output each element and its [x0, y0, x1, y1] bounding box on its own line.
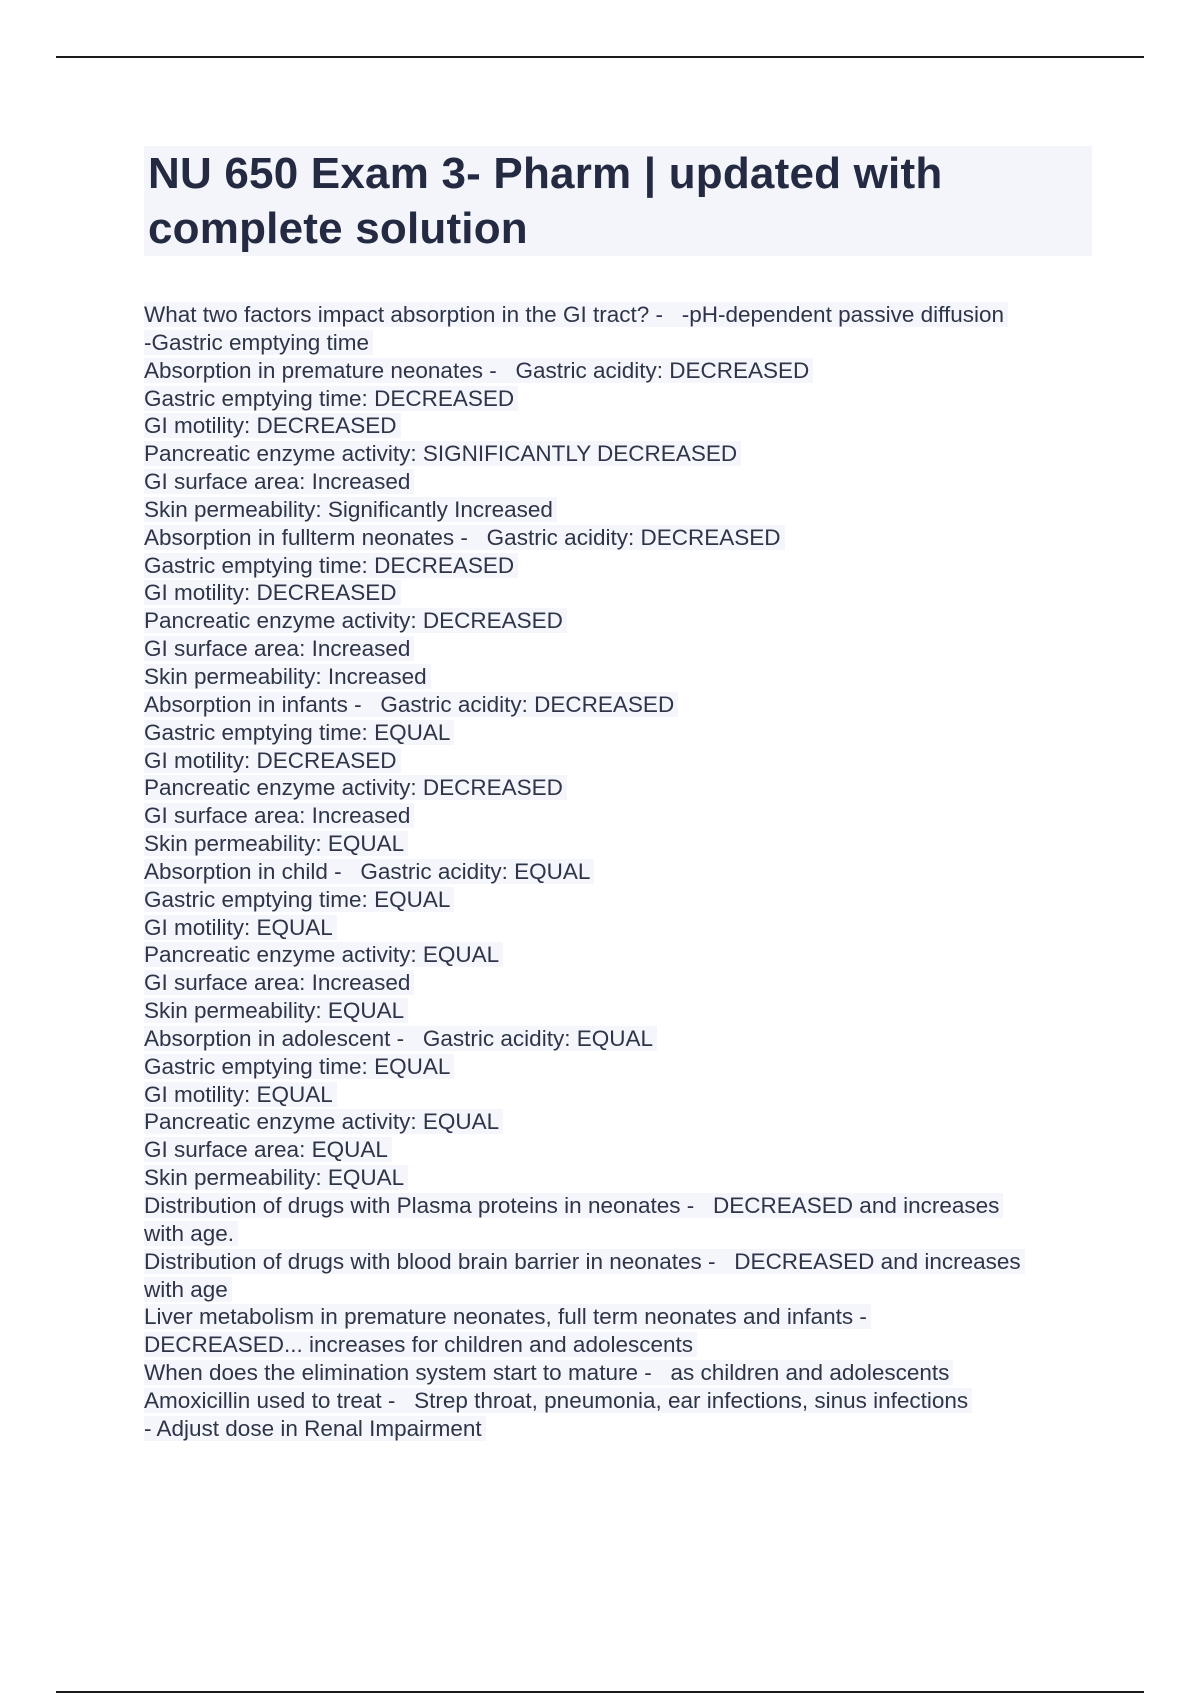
text-line	[144, 1415, 1094, 1443]
text-line-content: GI surface area: Increased	[144, 803, 414, 828]
text-line-content: DECREASED... increases for children and adolescents	[144, 1332, 697, 1357]
text-line	[144, 997, 1094, 1025]
text-line-content: When does the elimination system start to mature - as children and adolescents	[144, 1360, 953, 1385]
text-line-content: Pancreatic enzyme activity: SIGNIFICANTLY DECREASED	[144, 441, 741, 466]
text-line-content: Liver metabolism in premature neonates, full term neonates and infants -	[144, 1304, 871, 1329]
text-line	[144, 357, 1094, 385]
text-line	[144, 1220, 1094, 1248]
text-line	[144, 496, 1094, 524]
text-line	[144, 579, 1094, 607]
text-line	[144, 552, 1094, 580]
text-line-content: GI surface area: EQUAL	[144, 1137, 392, 1162]
text-line-content: -Gastric emptying time	[144, 330, 373, 355]
text-line-content: GI motility: EQUAL	[144, 1082, 337, 1107]
text-line-content: Gastric emptying time: EQUAL	[144, 1054, 454, 1079]
text-line	[144, 858, 1094, 886]
text-line	[144, 830, 1094, 858]
text-line	[144, 1331, 1094, 1359]
text-line	[144, 719, 1094, 747]
text-line-content: Skin permeability: EQUAL	[144, 831, 408, 856]
text-line	[144, 1276, 1094, 1304]
text-line	[144, 691, 1094, 719]
text-line-content: What two factors impact absorption in the GI tract? - -pH-dependent passive diffusion	[144, 302, 1008, 327]
text-line	[144, 914, 1094, 942]
text-line-content: Absorption in child - Gastric acidity: EQUAL	[144, 859, 594, 884]
text-line-content: Absorption in premature neonates - Gastric acidity: DECREASED	[144, 358, 813, 383]
text-line-content: GI surface area: Increased	[144, 636, 414, 661]
text-line	[144, 385, 1094, 413]
text-line	[144, 941, 1094, 969]
text-line	[144, 301, 1094, 329]
text-line-content: Pancreatic enzyme activity: EQUAL	[144, 942, 503, 967]
title-block	[144, 146, 1092, 256]
text-line	[144, 1081, 1094, 1109]
text-line	[144, 412, 1094, 440]
text-line-content: GI motility: DECREASED	[144, 748, 401, 773]
text-line-content: GI motility: EQUAL	[144, 915, 337, 940]
text-line-content: Gastric emptying time: DECREASED	[144, 386, 518, 411]
text-line-content: Skin permeability: EQUAL	[144, 1165, 408, 1190]
text-line-content: Distribution of drugs with Plasma proteins in neonates - DECREASED and increases	[144, 1193, 1003, 1218]
document-body	[144, 301, 1094, 1443]
text-line	[144, 1192, 1094, 1220]
text-line-content: - Adjust dose in Renal Impairment	[144, 1416, 486, 1441]
text-line	[144, 747, 1094, 775]
text-line-content: GI surface area: Increased	[144, 970, 414, 995]
text-line-content: Gastric emptying time: EQUAL	[144, 720, 454, 745]
text-line-content: GI motility: DECREASED	[144, 580, 401, 605]
text-line-content: GI surface area: Increased	[144, 469, 414, 494]
text-line-content: Skin permeability: Increased	[144, 664, 431, 689]
text-line-content: Distribution of drugs with blood brain barrier in neonates - DECREASED and increases	[144, 1249, 1025, 1274]
text-line-content: Skin permeability: EQUAL	[144, 998, 408, 1023]
top-divider	[56, 56, 1144, 58]
text-line-content: Absorption in infants - Gastric acidity: DECREASED	[144, 692, 678, 717]
text-line	[144, 1359, 1094, 1387]
text-line-content: Gastric emptying time: EQUAL	[144, 887, 454, 912]
text-line-content: Pancreatic enzyme activity: EQUAL	[144, 1109, 503, 1134]
text-line	[144, 969, 1094, 997]
text-line	[144, 607, 1094, 635]
document-title: NU 650 Exam 3- Pharm | updated with complete solution	[148, 149, 943, 253]
text-line	[144, 774, 1094, 802]
text-line	[144, 524, 1094, 552]
text-line-content: with age	[144, 1277, 232, 1302]
text-line	[144, 1303, 1094, 1331]
text-line-content: Gastric emptying time: DECREASED	[144, 553, 518, 578]
text-line	[144, 1248, 1094, 1276]
text-line	[144, 802, 1094, 830]
text-line	[144, 440, 1094, 468]
text-line	[144, 663, 1094, 691]
text-line-content: Amoxicillin used to treat - Strep throat, pneumonia, ear infections, sinus infections	[144, 1388, 972, 1413]
text-line	[144, 635, 1094, 663]
text-line-content: Pancreatic enzyme activity: DECREASED	[144, 608, 567, 633]
text-line	[144, 1387, 1094, 1415]
text-line-content: Absorption in fullterm neonates - Gastric acidity: DECREASED	[144, 525, 785, 550]
text-line-content: with age.	[144, 1221, 238, 1246]
text-line	[144, 1108, 1094, 1136]
text-line	[144, 886, 1094, 914]
text-line	[144, 1025, 1094, 1053]
text-line	[144, 1164, 1094, 1192]
text-line-content: Skin permeability: Significantly Increased	[144, 497, 557, 522]
text-line	[144, 1053, 1094, 1081]
text-line	[144, 1136, 1094, 1164]
bottom-divider	[56, 1691, 1144, 1693]
text-line	[144, 329, 1094, 357]
text-line-content: Absorption in adolescent - Gastric acidity: EQUAL	[144, 1026, 657, 1051]
text-line-content: Pancreatic enzyme activity: DECREASED	[144, 775, 567, 800]
text-line	[144, 468, 1094, 496]
text-line-content: GI motility: DECREASED	[144, 413, 401, 438]
